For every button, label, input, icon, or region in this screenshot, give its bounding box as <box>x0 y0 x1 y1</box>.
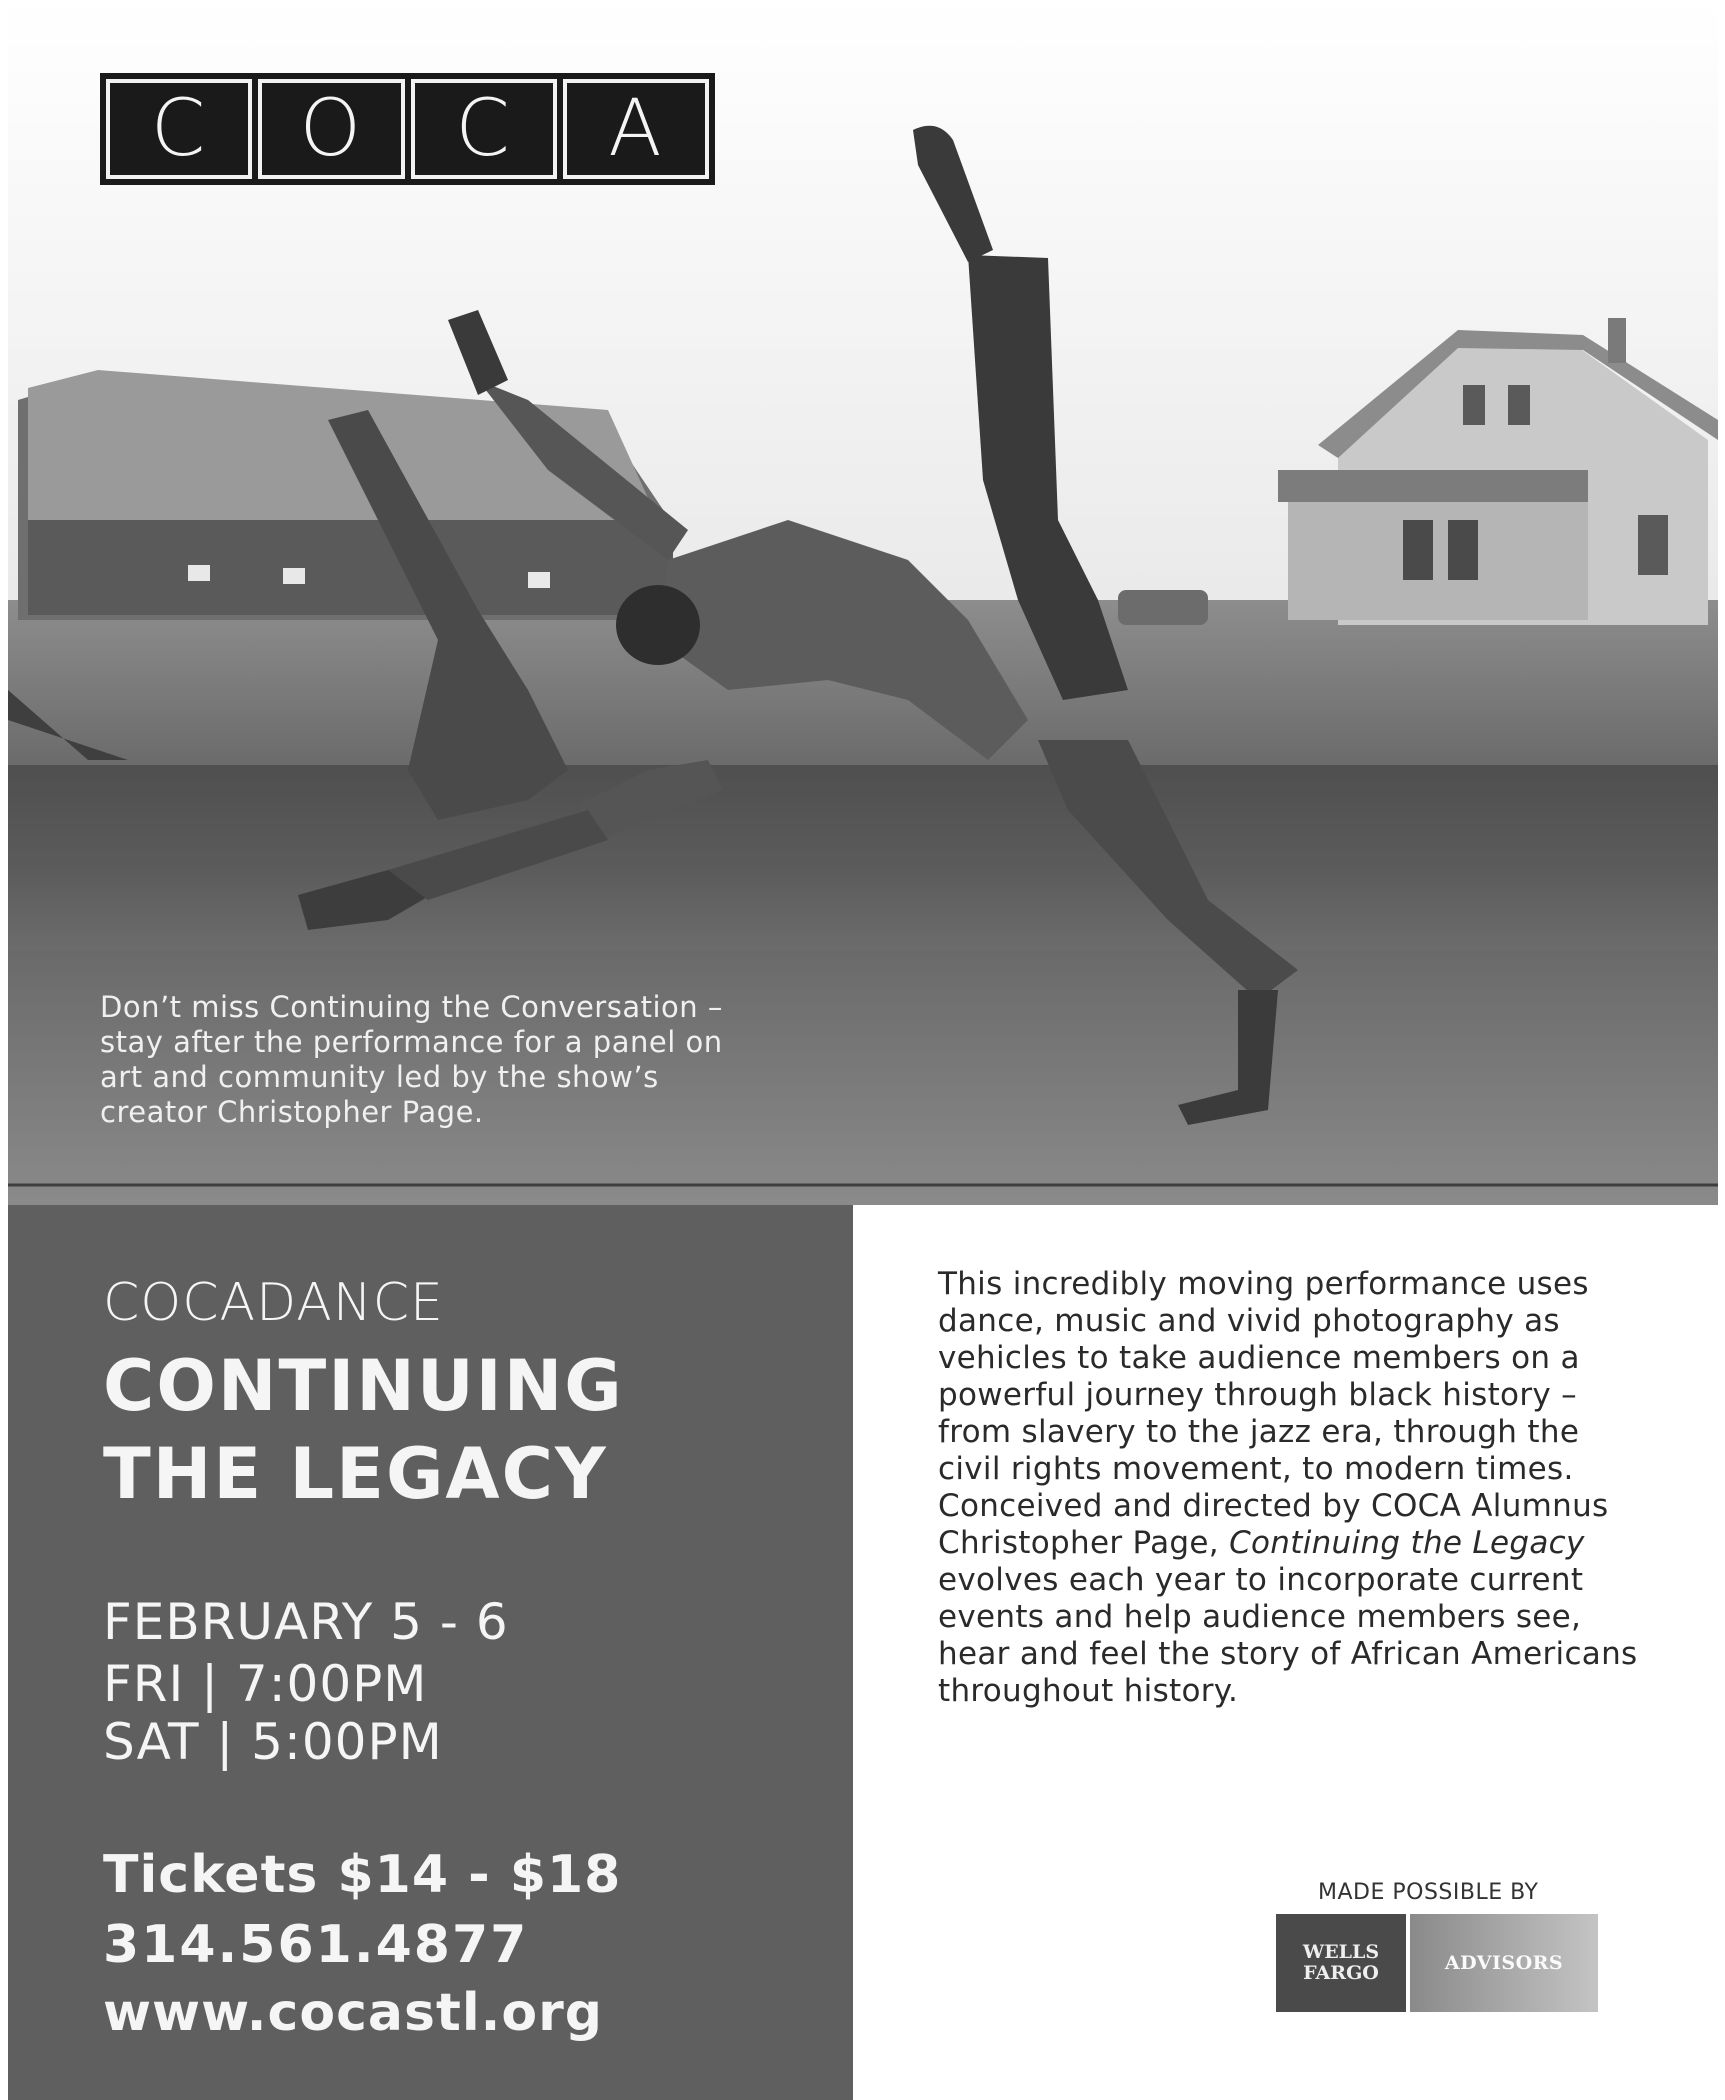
event-dates: FEBRUARY 5 - 6 <box>103 1593 509 1651</box>
phone-number[interactable]: 314.561.4877 <box>103 1915 529 1975</box>
event-panel <box>8 1205 853 2100</box>
logo-letter: A <box>563 79 709 179</box>
wf-line2: FARGO <box>1303 1962 1379 1984</box>
event-description <box>938 1266 1638 1710</box>
wells-fargo-mark <box>1276 1914 1406 2012</box>
logo-letter: O <box>258 79 404 179</box>
event-time-sat: SAT | 5:00PM <box>103 1713 443 1771</box>
event-title-line2: THE LEGACY <box>103 1433 608 1515</box>
description-text-end: evolves each year to incorporate current events and help audience members see, hear and feel the story of African Americans throughout history. <box>938 1562 1638 1709</box>
sponsor-label: MADE POSSIBLE BY <box>1318 1880 1539 1905</box>
wf-line1: WELLS <box>1302 1941 1380 1963</box>
event-time-fri: FRI | 7:00PM <box>103 1655 428 1713</box>
event-title-line1: CONTINUING <box>103 1345 624 1427</box>
website-link[interactable]: www.cocastl.org <box>103 1983 603 2043</box>
advisors-mark: ADVISORS <box>1410 1914 1598 2012</box>
logo-letter: C <box>411 79 557 179</box>
photo-caption: Don’t miss Continuing the Conversation – stay after the performance for a panel on art and community led by the show’s creator Christopher Page. <box>100 990 723 1129</box>
coca-logo <box>100 73 715 185</box>
series-label: COCADANCE <box>103 1273 444 1333</box>
description-title-italic: Continuing the Legacy <box>1229 1525 1585 1561</box>
description-text: This incredibly moving performance uses dance, music and vivid photography as vehicles to take audience members on a powerful journey through black history – from slavery to the jazz era, through the civil rights movement, to modern times. Conceived and directed by COCA Alumnus Christopher Page, <box>938 1266 1609 1561</box>
wells-fargo-advisors-logo <box>1276 1914 1598 2012</box>
logo-letter: C <box>106 79 252 179</box>
ticket-prices: Tickets $14 - $18 <box>103 1845 622 1905</box>
